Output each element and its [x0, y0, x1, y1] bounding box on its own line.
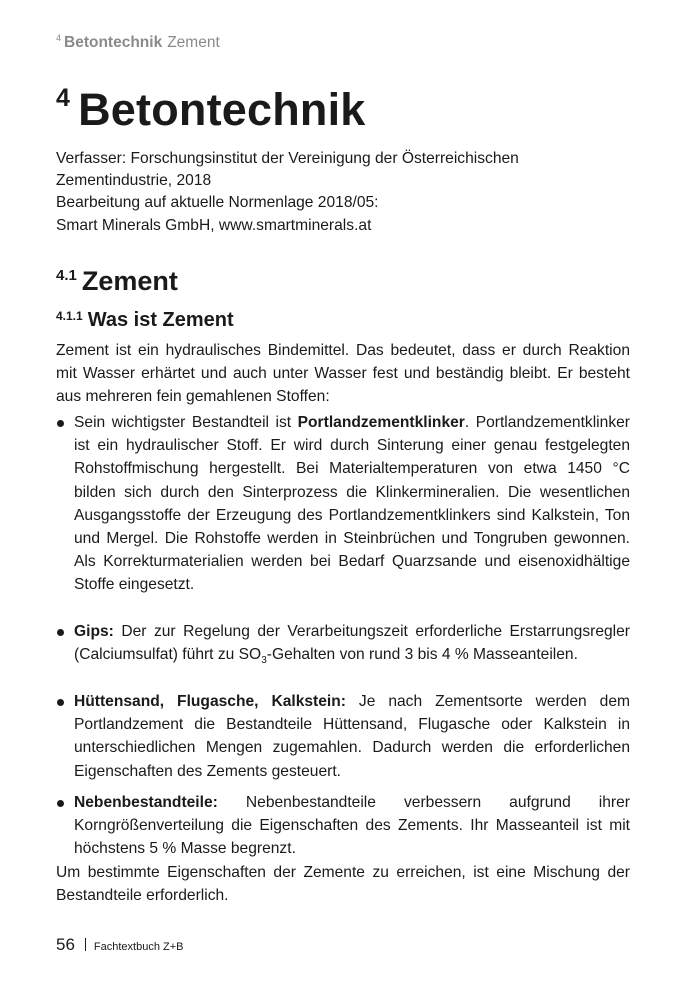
- bullet-text: Nebenbestandteile verbessern aufgrund ihrer Korngrößenverteilung die Eigenschaften des Zements. Ihr Masseanteil ist mit höchstens 5 % Masse begrenzt.: [74, 794, 630, 858]
- section-title: Zement: [81, 266, 178, 296]
- author-line-2: Zementindustrie, 2018: [56, 172, 212, 190]
- subsection-number: 4.1.1: [56, 309, 83, 323]
- bullet-item-portlandzementklinker: [56, 411, 630, 597]
- bullet-term: Hüttensand, Flugasche, Kalkstein:: [74, 693, 346, 710]
- author-block: [56, 148, 630, 237]
- footer-separator: [85, 938, 86, 951]
- intro-paragraph: Zement ist ein hydraulisches Bindemittel. Das bedeutet, dass er durch Reaktion mit Wasser erhärtet und auch unter Wasser fest und beständig bleibt. Er besteht aus mehreren fein gemahlenen Stoffen:: [56, 342, 630, 406]
- bullet-term: Nebenbestandteile:: [74, 794, 218, 811]
- subsection-title: Was ist Zement: [87, 309, 234, 331]
- bullet-dot: [57, 629, 64, 636]
- closing-paragraph: Um bestimmte Eigenschaften der Zemente zu erreichen, ist eine Mischung der Bestandteile erforderlich.: [56, 864, 630, 905]
- running-head: [56, 33, 220, 52]
- bullet-text: -Gehalten von rund 3 bis 4 % Masseanteilen.: [266, 646, 578, 664]
- bullet-text: Der zur Regelung der Verarbeitungszeit erforderliche Erstarrungsregler (Calciumsulfat) führt zu SO: [74, 623, 630, 664]
- bullet-text: Je nach Zementsorte werden dem Portlandzement die Bestandteile Hüttensand, Flugasche oder Kalkstein in unterschiedlichen Mengen zugemahlen. Dadurch werden die erforderlichen Eigenschaften des Zements gesteuert.: [74, 693, 630, 780]
- author-line-1: Verfasser: Forschungsinstitut der Vereinigung der Österreichischen: [56, 150, 519, 167]
- bullet-dot: [57, 420, 64, 427]
- bullet-term: Portlandzementklinker: [297, 414, 465, 431]
- running-head-section: Zement: [167, 34, 220, 51]
- page-number: 56: [56, 935, 75, 954]
- chapter-title-text: Betontechnik: [78, 84, 366, 135]
- bullet-item-nebenbestandteile: [56, 791, 630, 861]
- bullet-dot: [57, 699, 64, 706]
- bullet-text: . Portlandzementklinker ist ein hydraulischer Stoff. Er wird durch Sinterung einer genau festgelegten Rohstoffmischung hergestellt. Bei Materialtemperaturen von etwa 1450 °C bilden sich durch den Sinterprozess die Klinkermineralien. Die wesentlichen Ausgangsstoffe der Erzeugung des Portlandzementklinkers sind Kalkstein, Ton und Mergel. Die Rohstoffe werden in Steinbrüchen und Tongruben gewonnen. Als Korrekturmaterialien werden bei Bedarf Quarzsande und eisenoxidhältige Stoffe eingesetzt.: [74, 414, 630, 594]
- chapter-number: 4: [56, 84, 71, 112]
- bullet-item-gips: [56, 620, 630, 672]
- bullet-term: Gips:: [74, 623, 114, 640]
- chapter-title: [56, 84, 366, 135]
- author-line-4: Smart Minerals GmbH, www.smartminerals.at: [56, 216, 372, 234]
- running-head-number: 4: [56, 33, 62, 43]
- bullet-item-huettensand: [56, 690, 630, 783]
- book-title: Fachtextbuch Z+B: [93, 941, 184, 953]
- bullet-text: Sein wichtigster Bestandteil ist: [74, 414, 298, 431]
- bullet-dot: [57, 800, 64, 807]
- section-heading: [56, 266, 178, 297]
- section-number: 4.1: [56, 267, 77, 284]
- subscript-3: 3: [261, 655, 267, 667]
- running-head-chapter: Betontechnik: [64, 34, 163, 51]
- subsection-heading: [56, 309, 234, 332]
- page-footer: [56, 935, 184, 955]
- author-line-3: Bearbeitung auf aktuelle Normenlage 2018/05:: [56, 194, 379, 212]
